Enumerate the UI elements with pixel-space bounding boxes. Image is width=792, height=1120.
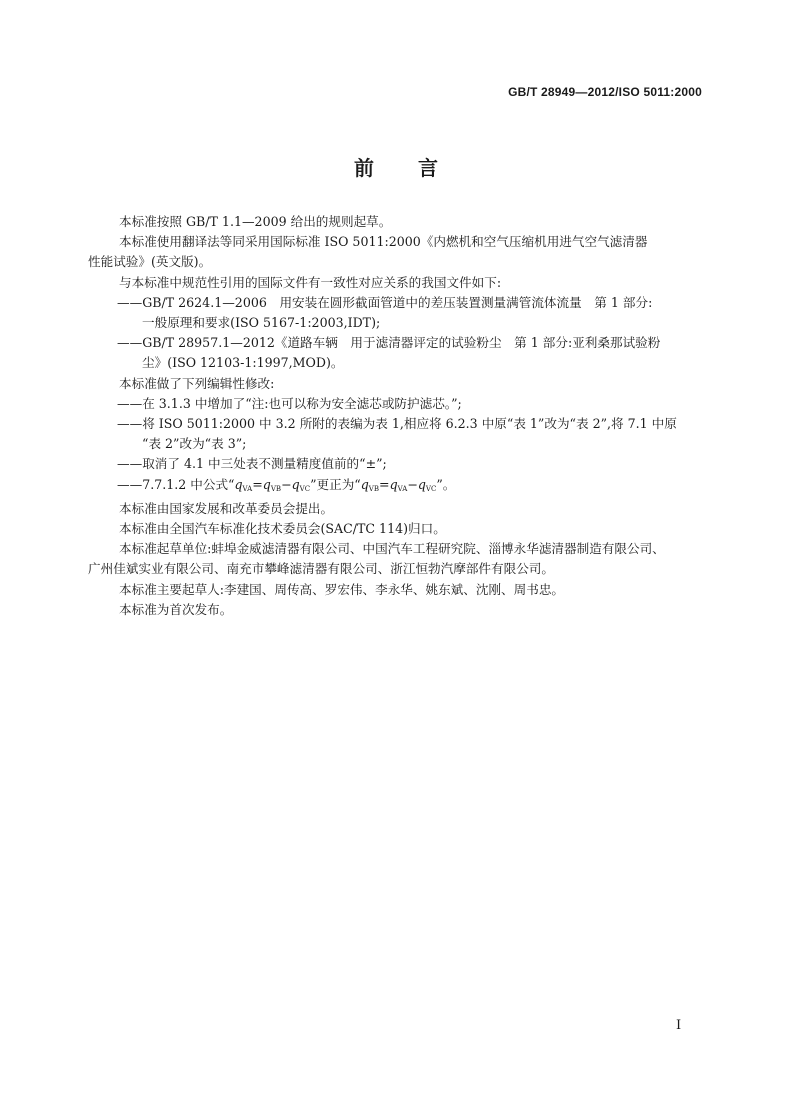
list-item: ——取消了 4.1 中三处表不测量精度值前的“±”; bbox=[117, 456, 387, 472]
formula-subscript: VA bbox=[242, 484, 253, 493]
paragraph: 与本标准中规范性引用的国际文件有一致性对应关系的我国文件如下: bbox=[119, 274, 502, 290]
list-item-continuation: 一般原理和要求(ISO 5167-1:2003,IDT); bbox=[142, 315, 381, 331]
paragraph: 本标准由全国汽车标准化技术委员会(SAC/TC 114)归口。 bbox=[119, 521, 446, 537]
page-number: I bbox=[676, 1018, 682, 1033]
formula-prefix: ——7.7.1.2 中公式“ bbox=[117, 476, 235, 492]
list-item-continuation: 尘》(ISO 12103-1:1997,MOD)。 bbox=[142, 355, 344, 371]
page-title bbox=[0, 152, 792, 181]
formula-subscript: VC bbox=[299, 484, 311, 493]
formula-subscript: VC bbox=[425, 484, 437, 493]
list-item-continuation: “表 2”改为“表 3”; bbox=[142, 436, 247, 452]
formula-suffix: ”。 bbox=[436, 476, 456, 492]
paragraph: 本标准做了下列编辑性修改: bbox=[119, 375, 275, 391]
formula-minus: − bbox=[407, 476, 418, 492]
formula-q: q bbox=[291, 476, 300, 492]
paragraph: 本标准按照 GB/T 1.1—2009 给出的规则起草。 bbox=[119, 214, 392, 229]
title-char: 前 bbox=[354, 156, 374, 180]
standard-number: GB/T 28949—2012/ISO 5011:2000 bbox=[508, 85, 702, 99]
paragraph: 本标准起草单位:蚌埠金威滤清器有限公司、中国汽车工程研究院、淄博永华滤清器制造有限公司、 bbox=[119, 541, 665, 557]
formula-subscript: VB bbox=[270, 484, 282, 493]
list-item: ——在 3.1.3 中增加了“注:也可以称为安全滤芯或防护滤芯。”; bbox=[117, 395, 462, 411]
paragraph: 本标准为首次发布。 bbox=[119, 601, 233, 617]
formula-list-item bbox=[88, 475, 700, 499]
formula-q: q bbox=[389, 476, 398, 492]
foreword-body bbox=[88, 212, 700, 620]
formula-minus: − bbox=[281, 476, 292, 492]
formula-q: q bbox=[262, 476, 271, 492]
formula-mid: ”更正为“ bbox=[310, 476, 361, 492]
formula-subscript: VA bbox=[397, 484, 408, 493]
formula-q: q bbox=[360, 476, 369, 492]
list-item: ——GB/T 28957.1—2012《道路车辆 用于滤清器评定的试验粉尘 第 1 部分:亚利桑那试验粉 bbox=[117, 335, 661, 351]
paragraph: 本标准使用翻译法等同采用国际标准 ISO 5011:2000《内燃机和空气压缩机用进气空气滤清器 bbox=[119, 234, 648, 250]
paragraph-continuation: 性能试验》(英文版)。 bbox=[88, 254, 212, 270]
list-item: ——GB/T 2624.1—2006 用安装在圆形截面管道中的差压装置测量满管流体流量 第 1 部分: bbox=[117, 294, 653, 310]
paragraph: 本标准主要起草人:李建国、周传高、罗宏伟、李永华、姚东斌、沈刚、周书忠。 bbox=[119, 581, 565, 597]
formula-equals: = bbox=[379, 476, 390, 492]
formula-q: q bbox=[417, 476, 426, 492]
formula-subscript: VB bbox=[368, 484, 379, 493]
paragraph: 本标准由国家发展和改革委员会提出。 bbox=[119, 500, 334, 516]
formula-q: q bbox=[234, 476, 243, 492]
formula-equals: = bbox=[252, 476, 263, 492]
list-item: ——将 ISO 5011:2000 中 3.2 所附的表编为表 1,相应将 6.2.3 中原“表 1”改为“表 2”,将 7.1 中原 bbox=[117, 416, 677, 432]
paragraph-continuation: 广州佳斌实业有限公司、南充市攀峰滤清器有限公司、浙江恒勃汽摩部件有限公司。 bbox=[88, 561, 554, 577]
title-char: 言 bbox=[418, 156, 438, 180]
